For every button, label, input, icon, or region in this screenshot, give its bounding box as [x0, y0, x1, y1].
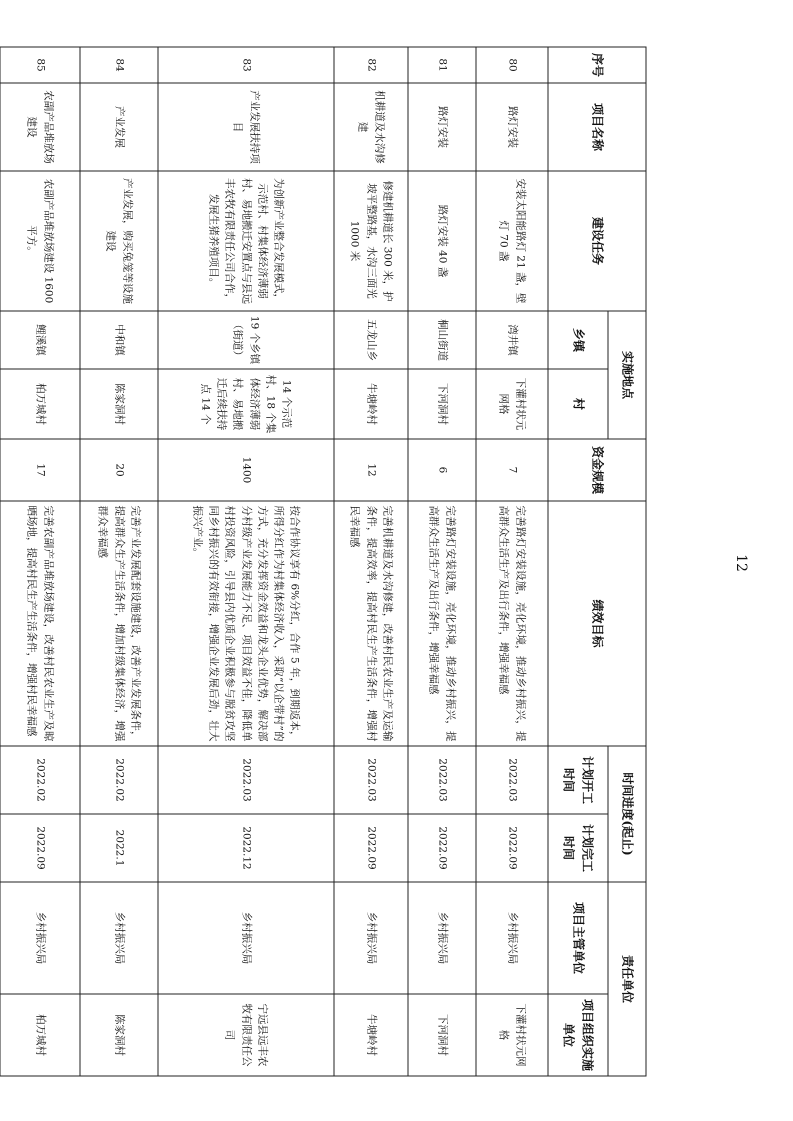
- cell-org: 下灌村状元网格: [476, 994, 548, 1076]
- cell-fund: 6: [408, 439, 476, 501]
- header-org: 项目组织实施单位: [548, 994, 608, 1076]
- project-table: [0, 46, 646, 1076]
- cell-fund: 20: [80, 439, 158, 501]
- cell-town: 19 个乡镇（街道）: [158, 311, 334, 369]
- cell-seq: 84: [80, 47, 158, 83]
- cell-village: 14 个示范村、18 个集体经济薄弱村、易地搬迁后续扶持点 14 个: [158, 369, 334, 439]
- cell-org: 柏万城村: [0, 994, 80, 1076]
- cell-seq: 83: [158, 47, 334, 83]
- cell-org: 牛塘岭村: [334, 994, 408, 1076]
- cell-name: 路灯安装: [476, 83, 548, 171]
- header-end: 计划完工时间: [548, 814, 608, 882]
- cell-task: 修建机耕道长 300 米，护坡平整路基，水沟三面光 1000 米: [334, 171, 408, 311]
- cell-fund: 7: [476, 439, 548, 501]
- cell-start: 2022.02: [80, 746, 158, 814]
- header-seq: 序号: [548, 47, 646, 83]
- cell-fund: 12: [334, 439, 408, 501]
- header-town: 乡镇: [548, 311, 608, 369]
- table-row: [80, 47, 158, 1076]
- cell-goal: 按合作协议享有 6%分红，合作 5 年，到期返本，所得分红作为村集体经济收入，采取“以企带村”的方式，充分发挥资金效益和龙头企业优势，解决部分村级产业发展能力不足、项目效益不佳，降低单村投资风险，引导县内优质企业积极参与脱贫攻坚同乡村振兴的有效衔接，增强企业发展后劲，壮大振兴产业。: [158, 501, 334, 746]
- cell-task: 产业发展，购买兔笼等设施建设: [80, 171, 158, 311]
- header-task: 建设任务: [548, 171, 646, 311]
- cell-village: 柏万城村: [0, 369, 80, 439]
- cell-town: 湾井镇: [476, 311, 548, 369]
- rotated-table-container: [0, 46, 646, 1075]
- cell-goal: 完善路灯安装设施，亮化环境，推动乡村振兴，提高群众生活生产及出行条件，增强幸福感: [408, 501, 476, 746]
- header-time: 时间进度(起止): [608, 746, 646, 882]
- cell-task: 为创新产业整合发展模式，示范村、村集体经济薄弱村、易地搬迁安置点与县远丰农牧有限责任公司合作，发展生猪养殖项目。: [158, 171, 334, 311]
- cell-dept: 乡村振兴局: [80, 882, 158, 994]
- cell-dept: 乡村振兴局: [408, 882, 476, 994]
- cell-end: 2022.09: [476, 814, 548, 882]
- cell-village: 牛塘岭村: [334, 369, 408, 439]
- cell-org: 陈家洞村: [80, 994, 158, 1076]
- header-village: 村: [548, 369, 608, 439]
- cell-goal: 完善路灯安装设施，亮化环境，推动乡村振兴，提高群众生活生产及出行条件，增强幸福感: [476, 501, 548, 746]
- cell-town: 鲤溪镇: [0, 311, 80, 369]
- cell-dept: 乡村振兴局: [334, 882, 408, 994]
- cell-task: 安装太阳能路灯 21 盏，壁灯 70 盏: [476, 171, 548, 311]
- cell-end: 2022.09: [0, 814, 80, 882]
- header-dept: 项目主管单位: [548, 882, 608, 994]
- cell-start: 2022.02: [0, 746, 80, 814]
- cell-dept: 乡村振兴局: [0, 882, 80, 994]
- cell-town: 中和镇: [80, 311, 158, 369]
- cell-start: 2022.03: [408, 746, 476, 814]
- cell-end: 2022.09: [408, 814, 476, 882]
- cell-end: 2022.12: [158, 814, 334, 882]
- cell-seq: 85: [0, 47, 80, 83]
- table-row: [408, 47, 476, 1076]
- cell-start: 2022.03: [476, 746, 548, 814]
- cell-dept: 乡村振兴局: [158, 882, 334, 994]
- header-location: 实施地点: [608, 311, 646, 439]
- page-number: 12: [733, 554, 749, 572]
- header-fund: 资金规模: [548, 439, 646, 501]
- cell-name: 产业发展扶持项目: [158, 83, 334, 171]
- table-row: [334, 47, 408, 1076]
- cell-goal: 完善农副产品堆放场建设，改善村民农业生产及晾晒场地，提高村民生产生活条件，增强村民幸福感: [0, 501, 80, 746]
- cell-task: 路灯安装 40 盏: [408, 171, 476, 311]
- cell-start: 2022.03: [334, 746, 408, 814]
- header-responsibility: 责任单位: [608, 882, 646, 1076]
- cell-goal: 完善机耕道及水沟修建，改善村民农业生产及运输条件，提高效率，提高村民生产生活条件，增强村民幸福感: [334, 501, 408, 746]
- cell-start: 2022.03: [158, 746, 334, 814]
- cell-village: 陈家洞村: [80, 369, 158, 439]
- cell-end: 2022.09: [334, 814, 408, 882]
- table-row: [476, 47, 548, 1076]
- table-row: [0, 47, 80, 1076]
- cell-seq: 82: [334, 47, 408, 83]
- cell-name: 农副产品堆放场建设: [0, 83, 80, 171]
- cell-seq: 81: [408, 47, 476, 83]
- cell-village: 下河洞村: [408, 369, 476, 439]
- header-start: 计划开工时间: [548, 746, 608, 814]
- cell-goal: 完善产业发展配套设施建设，改善产业发展条件，提高群众生产生活条件，增加村级集体经济，增强群众幸福感: [80, 501, 158, 746]
- cell-dept: 乡村振兴局: [476, 882, 548, 994]
- cell-end: 2022.1: [80, 814, 158, 882]
- cell-fund: 17: [0, 439, 80, 501]
- table-row: [158, 47, 334, 1076]
- header-goal: 绩效目标: [548, 501, 646, 746]
- cell-org: 宁远县远丰农牧有限责任公司: [158, 994, 334, 1076]
- cell-town: 五龙山乡: [334, 311, 408, 369]
- cell-name: 机耕道及水沟修建: [334, 83, 408, 171]
- cell-town: 桐山街道: [408, 311, 476, 369]
- cell-org: 下河洞村: [408, 994, 476, 1076]
- cell-seq: 80: [476, 47, 548, 83]
- cell-name: 路灯安装: [408, 83, 476, 171]
- cell-name: 产业发展: [80, 83, 158, 171]
- cell-fund: 1400: [158, 439, 334, 501]
- cell-village: 下灌村状元网格: [476, 369, 548, 439]
- cell-task: 农副产品堆放场建设 1600 平方。: [0, 171, 80, 311]
- header-name: 项目名称: [548, 83, 646, 171]
